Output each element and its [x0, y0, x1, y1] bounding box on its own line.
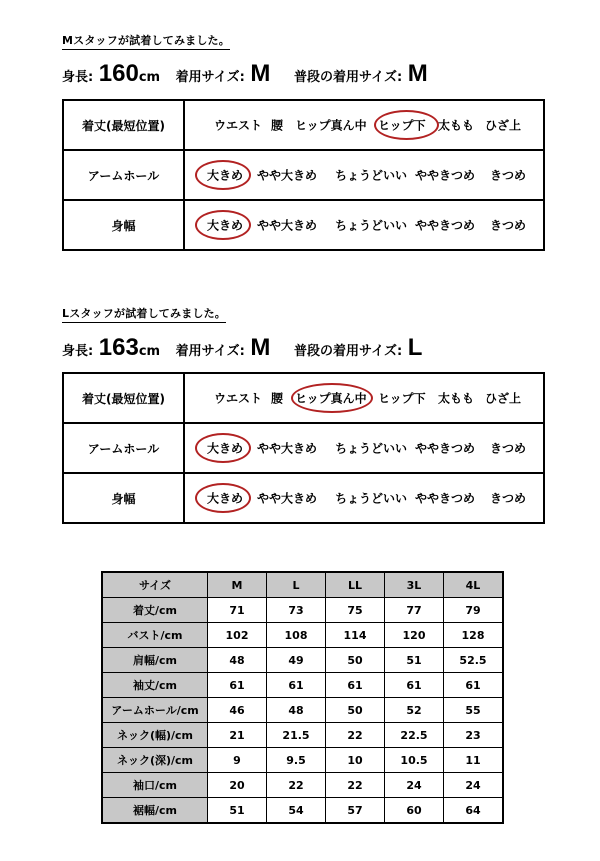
- table-cell: 55: [444, 698, 504, 723]
- table-cell: 21: [208, 723, 267, 748]
- table-cell: 114: [326, 623, 385, 648]
- table-cell: 10.5: [385, 748, 444, 773]
- table-cell: 61: [444, 673, 504, 698]
- table-cell: 49: [267, 648, 326, 673]
- table-cell: 48: [267, 698, 326, 723]
- table-cell: 77: [385, 598, 444, 623]
- row-header: 裾幅/cm: [102, 798, 208, 824]
- table-row: [102, 698, 503, 723]
- size-header-cell: 3L: [385, 572, 444, 598]
- size-header-cell: M: [208, 572, 267, 598]
- height-value: 160: [98, 60, 139, 87]
- usual-size-value: M: [407, 60, 428, 87]
- fit-option: ウエスト: [214, 391, 263, 406]
- fit-option: ヒップ下: [378, 118, 426, 133]
- selection-circle: [195, 433, 251, 463]
- row-header: 袖口/cm: [102, 773, 208, 798]
- table-cell: 64: [444, 798, 504, 824]
- table-cell: 50: [326, 698, 385, 723]
- fit-option: ヒップ真ん中: [295, 391, 367, 406]
- fit-option: ちょうどいい: [335, 218, 408, 233]
- fit-row-width: [63, 200, 544, 250]
- table-cell: 120: [385, 623, 444, 648]
- usual-size-label: 普段の着用サイズ:: [294, 344, 403, 359]
- table-row: [102, 648, 503, 673]
- fit-row-label: 身幅: [63, 473, 184, 523]
- table-cell: 22: [326, 723, 385, 748]
- table-cell: 61: [267, 673, 326, 698]
- height-value: 163: [98, 334, 139, 361]
- table-cell: 24: [444, 773, 504, 798]
- section-l-heading: Lスタッフが試着してみました。: [62, 305, 226, 323]
- fit-option: ひざ上: [485, 391, 522, 406]
- fit-row-label: 着丈(最短位置): [63, 100, 184, 150]
- size-chart-table: [101, 571, 504, 824]
- table-row: [102, 748, 503, 773]
- fit-option: ちょうどいい: [335, 441, 408, 456]
- table-row: [102, 598, 503, 623]
- fit-options: [184, 473, 544, 523]
- table-cell: 22: [326, 773, 385, 798]
- table-cell: 11: [444, 748, 504, 773]
- row-header: バスト/cm: [102, 623, 208, 648]
- row-header: ネック(深)/cm: [102, 748, 208, 773]
- fit-option: ややきつめ: [415, 168, 476, 183]
- fit-option: 大きめ: [207, 441, 244, 456]
- table-cell: 54: [267, 798, 326, 824]
- usual-size-value: L: [407, 334, 423, 361]
- table-cell: 22: [267, 773, 326, 798]
- table-cell: 128: [444, 623, 504, 648]
- fit-row-armhole: [63, 423, 544, 473]
- table-cell: 79: [444, 598, 504, 623]
- worn-size-label: 着用サイズ:: [175, 70, 245, 85]
- fit-option: ひざ上: [485, 118, 522, 133]
- size-header-cell: 4L: [444, 572, 504, 598]
- fit-options: [184, 100, 544, 150]
- section-l-fit-table: [62, 372, 545, 524]
- selection-circle: [374, 110, 439, 140]
- table-row: [102, 773, 503, 798]
- fit-option: ややきつめ: [415, 491, 476, 506]
- table-cell: 24: [385, 773, 444, 798]
- fit-row-label: 身幅: [63, 200, 184, 250]
- table-cell: 9.5: [267, 748, 326, 773]
- fit-option: 大きめ: [207, 491, 244, 506]
- table-cell: 52.5: [444, 648, 504, 673]
- size-header-row: [102, 572, 503, 598]
- fit-row-label: アームホール: [63, 423, 184, 473]
- fit-row-length: [63, 373, 544, 423]
- fit-option: ちょうどいい: [335, 168, 408, 183]
- table-cell: 57: [326, 798, 385, 824]
- table-cell: 102: [208, 623, 267, 648]
- fit-option: きつめ: [490, 168, 527, 183]
- fit-option: ヒップ真ん中: [295, 118, 367, 133]
- table-cell: 51: [208, 798, 267, 824]
- fit-option: 太もも: [438, 118, 475, 133]
- fit-option: やや大きめ: [257, 441, 318, 456]
- table-row: [102, 798, 503, 824]
- table-cell: 9: [208, 748, 267, 773]
- fit-row-length: [63, 100, 544, 150]
- row-header: ネック(幅)/cm: [102, 723, 208, 748]
- table-cell: 61: [326, 673, 385, 698]
- size-header-cell: L: [267, 572, 326, 598]
- table-cell: 61: [208, 673, 267, 698]
- table-row: [102, 623, 503, 648]
- table-cell: 108: [267, 623, 326, 648]
- table-cell: 46: [208, 698, 267, 723]
- height-label: 身長:: [62, 344, 94, 359]
- section-l-spec-line: [62, 334, 422, 362]
- selection-circle: [195, 483, 251, 513]
- fit-options: [184, 373, 544, 423]
- table-cell: 51: [385, 648, 444, 673]
- height-unit: cm: [138, 344, 161, 359]
- worn-size-value: M: [250, 334, 271, 361]
- fit-option: きつめ: [490, 491, 527, 506]
- table-row: [102, 673, 503, 698]
- height-unit: cm: [138, 70, 161, 85]
- table-cell: 61: [385, 673, 444, 698]
- table-cell: 60: [385, 798, 444, 824]
- selection-circle: [291, 383, 373, 413]
- fit-row-label: 着丈(最短位置): [63, 373, 184, 423]
- selection-circle: [195, 160, 251, 190]
- fit-option: ウエスト: [214, 118, 263, 133]
- size-header-cell: LL: [326, 572, 385, 598]
- table-cell: 52: [385, 698, 444, 723]
- table-cell: 10: [326, 748, 385, 773]
- selection-circle: [195, 210, 251, 240]
- table-cell: 23: [444, 723, 504, 748]
- fit-option: 大きめ: [207, 168, 244, 183]
- fit-option: やや大きめ: [257, 491, 318, 506]
- table-cell: 73: [267, 598, 326, 623]
- fit-option: ちょうどいい: [335, 491, 408, 506]
- table-cell: 71: [208, 598, 267, 623]
- fit-option: ややきつめ: [415, 441, 476, 456]
- section-m-heading: Mスタッフが試着してみました。: [62, 32, 230, 50]
- table-cell: 48: [208, 648, 267, 673]
- fit-option: 大きめ: [207, 218, 244, 233]
- worn-size-value: M: [250, 60, 271, 87]
- size-header-cell: サイズ: [102, 572, 208, 598]
- row-header: 肩幅/cm: [102, 648, 208, 673]
- row-header: 着丈/cm: [102, 598, 208, 623]
- fit-option: ややきつめ: [415, 218, 476, 233]
- worn-size-label: 着用サイズ:: [175, 344, 245, 359]
- table-cell: 50: [326, 648, 385, 673]
- table-cell: 22.5: [385, 723, 444, 748]
- usual-size-label: 普段の着用サイズ:: [294, 70, 403, 85]
- height-label: 身長:: [62, 70, 94, 85]
- fit-options: [184, 150, 544, 200]
- fit-option: やや大きめ: [257, 168, 318, 183]
- fit-row-armhole: [63, 150, 544, 200]
- table-cell: 20: [208, 773, 267, 798]
- fit-option: 腰: [271, 118, 284, 133]
- row-header: アームホール/cm: [102, 698, 208, 723]
- fit-option: 太もも: [438, 391, 475, 406]
- fit-option: 腰: [271, 391, 284, 406]
- fit-option: ヒップ下: [378, 391, 426, 406]
- fit-option: きつめ: [490, 218, 527, 233]
- table-cell: 75: [326, 598, 385, 623]
- fit-row-label: アームホール: [63, 150, 184, 200]
- fit-row-width: [63, 473, 544, 523]
- row-header: 袖丈/cm: [102, 673, 208, 698]
- fit-option: やや大きめ: [257, 218, 318, 233]
- fit-option: きつめ: [490, 441, 527, 456]
- section-m-spec-line: [62, 60, 428, 88]
- fit-options: [184, 200, 544, 250]
- table-row: [102, 723, 503, 748]
- fit-options: [184, 423, 544, 473]
- section-m-fit-table: [62, 99, 545, 251]
- table-cell: 21.5: [267, 723, 326, 748]
